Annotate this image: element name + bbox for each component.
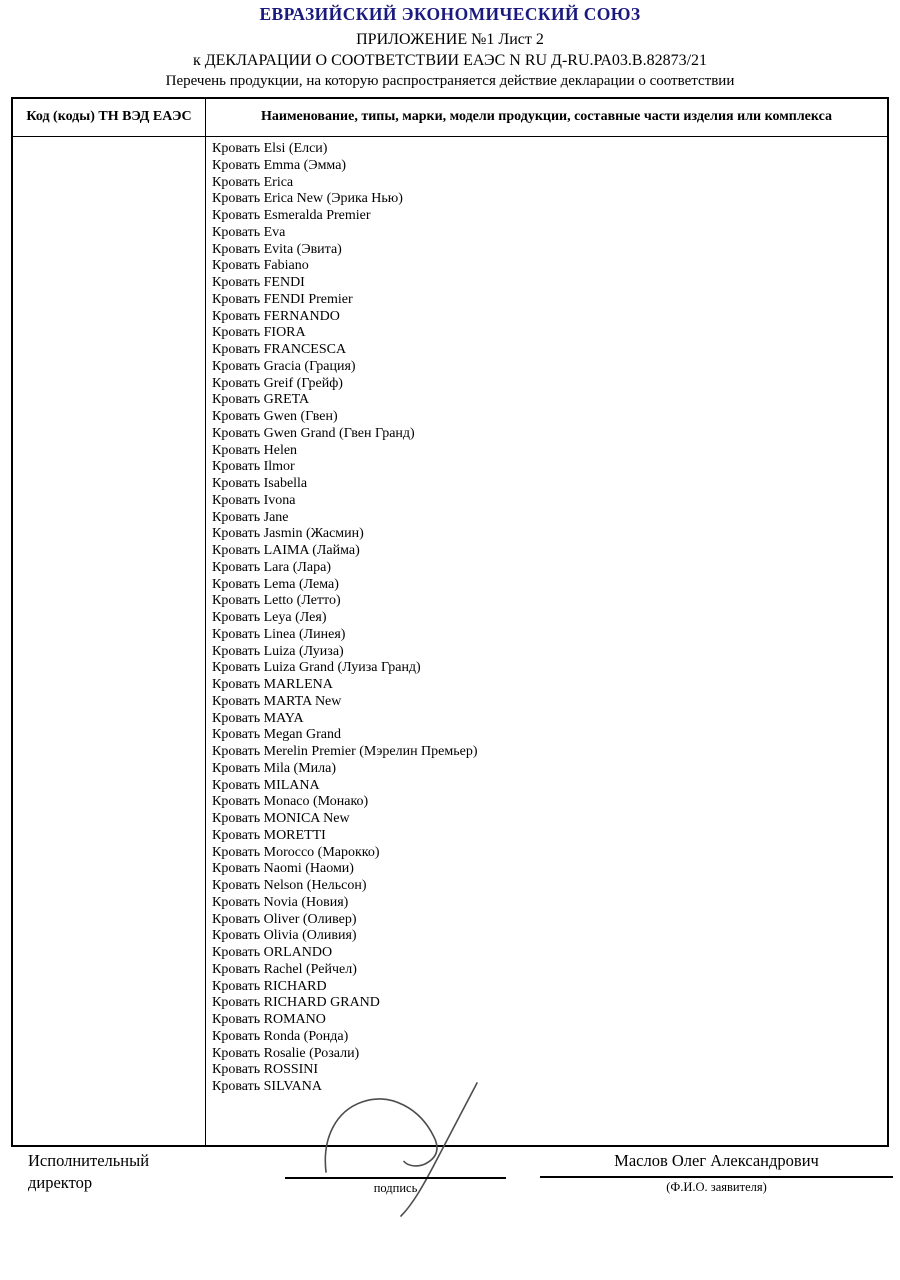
product-item: Кровать MORETTI xyxy=(212,827,326,843)
product-item: Кровать Morocco (Марокко) xyxy=(212,844,380,860)
product-item: Кровать ORLANDO xyxy=(212,945,333,960)
product-item: Кровать Naomi (Наоми) xyxy=(212,861,354,877)
description-line: Перечень продукции, на которую распространяется действие декларации о соответствии xyxy=(165,73,735,89)
product-item: Кровать Ronda (Ронда) xyxy=(212,1028,349,1044)
product-item: Кровать MAYA xyxy=(212,710,304,726)
code-cell xyxy=(13,137,206,1145)
product-item: Кровать MILANA xyxy=(212,777,320,793)
table-header-row xyxy=(13,99,887,137)
product-item: Кровать Helen xyxy=(212,442,298,458)
product-item: Кровать Evita (Эвита) xyxy=(212,241,342,257)
product-item: Кровать Olivia (Оливия) xyxy=(212,928,357,944)
product-item: Кровать RICHARD GRAND xyxy=(212,995,380,1011)
product-item: Кровать Erica New (Эрика Нью) xyxy=(212,191,403,207)
document-title: ЕВРАЗИЙСКИЙ ЭКОНОМИЧЕСКИЙ СОЮЗ xyxy=(259,4,641,24)
product-item: Кровать Novia (Новия) xyxy=(212,894,349,910)
product-item: Кровать Luiza Grand (Луиза Гранд) xyxy=(212,660,421,676)
product-item: Кровать ROMANO xyxy=(212,1012,326,1027)
product-item: Кровать ROSSINI xyxy=(212,1062,319,1078)
product-item: Кровать Rachel (Рейчел) xyxy=(212,961,357,977)
column-header-name: Наименование, типы, марки, модели продукции, составные части изделия или комплекса xyxy=(261,109,832,125)
product-item: Кровать FIORA xyxy=(212,325,306,341)
product-item: Кровать Mila (Мила) xyxy=(212,760,337,776)
table-body-row xyxy=(13,137,887,1145)
signature-caption: подпись xyxy=(373,1181,418,1195)
declaration-number-line: к ДЕКЛАРАЦИИ О СООТВЕТСТВИИ ЕАЭС N RU Д-RU.РА03.В.82873/21 xyxy=(192,52,708,69)
product-item: Кровать MARLENA xyxy=(212,677,333,692)
product-item: Кровать FENDI xyxy=(212,275,305,290)
product-item: Кровать Rosalie (Розали) xyxy=(212,1045,360,1061)
product-item: Кровать Esmeralda Premier xyxy=(212,208,371,223)
product-item: Кровать MONICA New xyxy=(212,811,350,826)
product-item: Кровать Eva xyxy=(212,224,286,240)
product-item: Кровать Lara (Лара) xyxy=(212,559,332,575)
product-item: Кровать GRETA xyxy=(212,392,310,408)
applicant-name: Маслов Олег Александрович xyxy=(614,1151,819,1170)
product-item: Кровать Elsi (Елси) xyxy=(212,141,328,156)
appendix-line: ПРИЛОЖЕНИЕ №1 Лист 2 xyxy=(356,31,544,48)
product-item: Кровать Ilmor xyxy=(212,459,295,475)
signer-role-label: Исполнительный директор xyxy=(28,1151,150,1192)
product-item: Кровать RICHARD xyxy=(212,978,327,994)
applicant-name-caption: (Ф.И.О. заявителя) xyxy=(666,1180,767,1194)
product-item: Кровать Isabella xyxy=(212,476,308,491)
product-item: Кровать Erica xyxy=(212,174,294,190)
product-item: Кровать FRANCESCA xyxy=(212,342,347,357)
product-list xyxy=(206,137,887,1145)
product-item: Кровать LAIMA (Лайма) xyxy=(212,543,360,558)
product-item: Кровать Emma (Эмма) xyxy=(212,157,347,173)
product-item: Кровать Greif (Грейф) xyxy=(212,375,343,391)
product-item: Кровать Ivona xyxy=(212,492,296,508)
product-item: Кровать Monaco (Монако) xyxy=(212,794,369,810)
product-item: Кровать SILVANA xyxy=(212,1079,322,1094)
product-item: Кровать Jane xyxy=(212,509,289,525)
product-item: Кровать Leya (Лея) xyxy=(212,610,327,625)
product-item: Кровать Letto (Летто) xyxy=(212,593,341,609)
product-item: Кровать Oliver (Оливер) xyxy=(212,911,357,927)
product-item: Кровать Nelson (Нельсон) xyxy=(212,878,367,893)
product-item: Кровать FERNANDO xyxy=(212,308,340,324)
product-item: Кровать Linea (Линея) xyxy=(212,626,346,642)
product-item: Кровать Fabiano xyxy=(212,258,309,274)
column-header-code: Код (коды) ТН ВЭД ЕАЭС xyxy=(13,99,206,136)
document-header xyxy=(0,4,900,90)
product-item: Кровать Gwen Grand (Гвен Гранд) xyxy=(212,425,415,441)
product-item: Кровать Gracia (Грация) xyxy=(212,358,356,374)
products-table xyxy=(11,97,889,1147)
product-item: Кровать Gwen (Гвен) xyxy=(212,409,338,424)
product-item: Кровать Megan Grand xyxy=(212,727,341,743)
product-item: Кровать Jasmin (Жасмин) xyxy=(212,526,364,542)
product-item: Кровать MARTA New xyxy=(212,693,342,709)
product-item: Кровать Merelin Premier (Мэрелин Премьер) xyxy=(212,744,478,759)
product-item: Кровать Luiza (Луиза) xyxy=(212,643,344,659)
signature-line xyxy=(285,1177,506,1179)
applicant-name-line xyxy=(540,1176,893,1178)
product-item: Кровать Lema (Лема) xyxy=(212,576,339,592)
product-item: Кровать FENDI Premier xyxy=(212,291,353,307)
